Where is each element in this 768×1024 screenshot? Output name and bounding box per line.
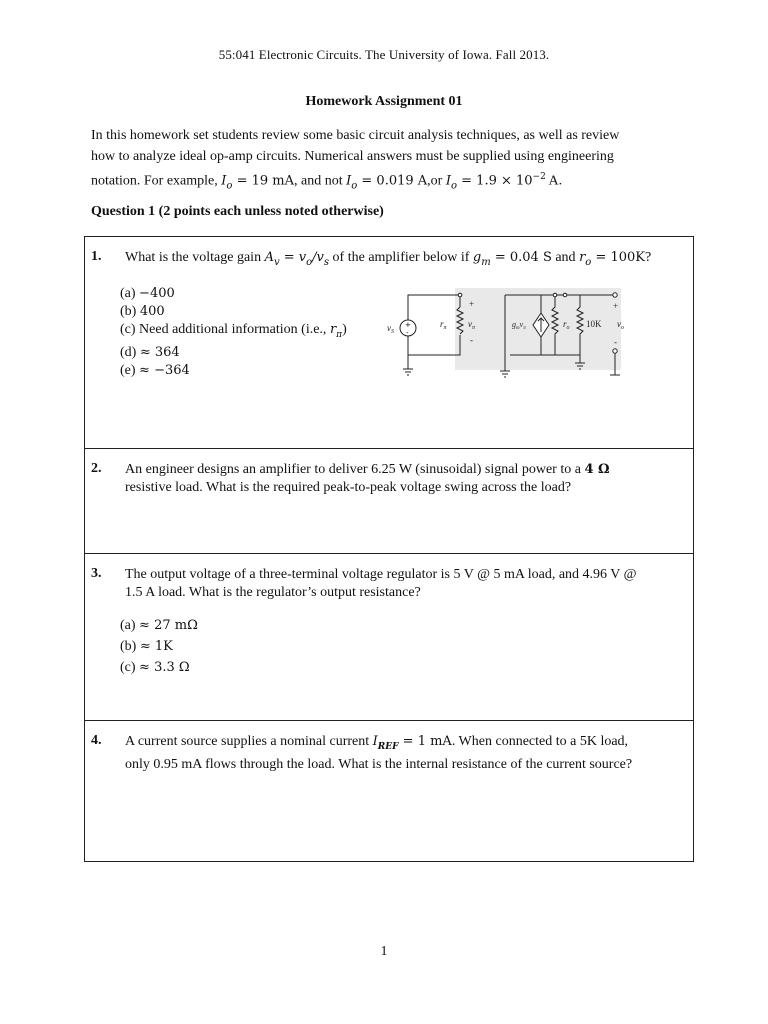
node-dot	[563, 293, 567, 297]
node-dot	[458, 293, 462, 297]
question-3	[85, 554, 693, 720]
question-number: 2.	[91, 461, 102, 476]
question-text: A current source supplies a nominal current $I_{REF} = 1$ mA. When connected to a 5K load, only 0.95 mA flows through the load. What is the internal resistance of the current source?	[125, 734, 633, 772]
assignment-title: Homework Assignment 01	[305, 94, 463, 109]
rpi-label: $r_\pi$	[440, 319, 447, 331]
intro-paragraph	[91, 125, 683, 196]
intro-line-1: In this homework set students review some basic circuit analysis techniques, as well as review	[91, 128, 620, 143]
intro-line-3: notation. For example, $I_o = 19$ mA, and not $I_o = 0.019$ A,or $I_o = 1.9 \times 10^{-2}$ A.	[91, 172, 563, 192]
vo-minus: -	[614, 337, 617, 347]
source-plus: +	[405, 321, 411, 329]
page-number: 1	[380, 944, 388, 959]
ro-label: $r_o$	[563, 319, 570, 331]
amplifier-circuit-diagram	[385, 285, 635, 389]
question-text: The output voltage of a three-terminal voltage regulator is 5 V @ 5 mA load, and 4.96 V @ 1.5 A load. What is the regulator’s output resistance?	[125, 567, 637, 600]
option-b: (b) 400	[120, 304, 165, 319]
option-a: (a) −400	[120, 286, 175, 301]
option-c: (c) Need additional information (i.e., $r_\pi$)	[120, 322, 347, 340]
answer-options	[120, 285, 347, 380]
question-number: 1.	[91, 249, 102, 264]
course-header: 55:041 Electronic Circuits. The University of Iowa. Fall 2013.	[218, 47, 550, 62]
question-text: What is the voltage gain $A_v = v_o/v_s$ of the amplifier below if $g_m = 0.04$ S and $r_o = 100K$?	[125, 250, 652, 268]
question-heading: Question 1 (2 points each unless noted otherwise)	[91, 204, 384, 219]
output-terminal	[613, 293, 617, 297]
vs-label: $v_S$	[387, 323, 394, 335]
vo-label: $v_o$	[617, 319, 624, 331]
intro-line-2: how to analyze ideal op-amp circuits. Numerical answers must be supplied using engineering	[91, 149, 614, 164]
questions-table	[84, 236, 694, 862]
option-a: (a) ≈ 27 mΩ	[120, 618, 198, 633]
vo-plus: +	[613, 301, 619, 311]
vpi-label: $v_\pi$	[468, 319, 476, 331]
option-e: (e) ≈ −364	[120, 362, 190, 378]
question-number: 3.	[91, 566, 102, 581]
question-1	[85, 237, 693, 448]
node-dot	[553, 293, 557, 297]
source-minus: -	[406, 329, 409, 337]
option-b: (b) ≈ 1K	[120, 639, 173, 654]
vpi-minus: -	[470, 335, 473, 345]
source-label: $g_mv_\pi$	[512, 320, 526, 331]
vpi-plus: +	[469, 299, 475, 309]
output-terminal	[613, 349, 617, 353]
question-2	[85, 449, 693, 553]
question-number: 4.	[91, 733, 102, 748]
option-d: (d) ≈ 364	[120, 344, 180, 360]
question-4	[85, 721, 693, 861]
option-c: (c) ≈ 3.3 Ω	[120, 660, 190, 675]
question-text: An engineer designs an amplifier to deliver 6.25 W (sinusoidal) signal power to a 4 Ω resistive load. What is the required peak-to-peak voltage swing across the load?	[125, 462, 610, 495]
load-label: 10K	[586, 319, 602, 329]
answer-options	[120, 615, 198, 678]
